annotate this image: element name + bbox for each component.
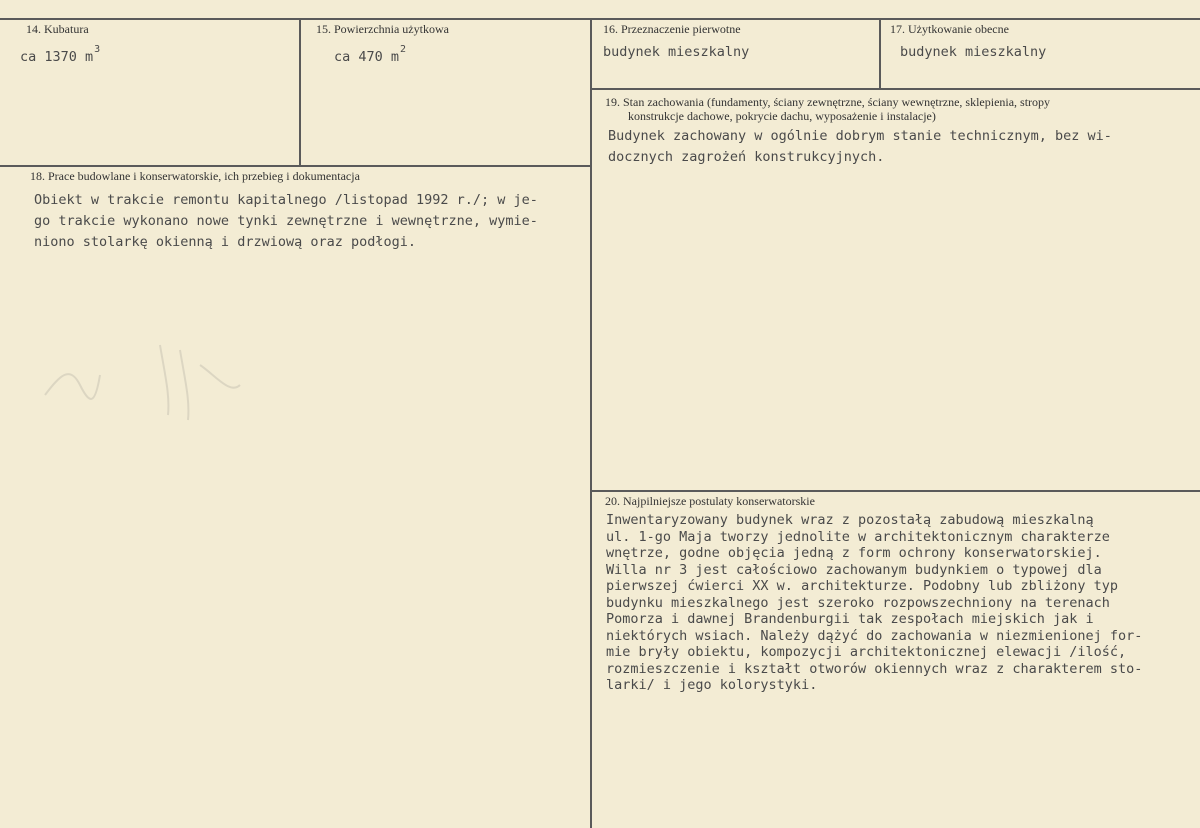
field-16-value: budynek mieszkalny — [603, 44, 750, 60]
pencil-scrawl-icon — [40, 335, 250, 425]
field-17-label: 17. Użytkowanie obecne — [890, 22, 1009, 36]
field-18-label: 18. Prace budowlane i konserwatorskie, ich przebieg i dokumentacja — [30, 169, 360, 183]
rule-under-14-15 — [0, 165, 591, 167]
field-16-label: 16. Przeznaczenie pierwotne — [603, 22, 741, 36]
divider-14-15 — [299, 18, 301, 166]
field-18-text: Obiekt w trakcie remontu kapitalnego /listopad 1992 r./; w je- go trakcie wykonano nowe tynki zewnętrzne i wewnętrzne, wymie- niono stolarkę okienną i drzwiową oraz podłogi. — [34, 192, 538, 250]
field-20-label: 20. Najpilniejsze postulaty konserwatorskie — [605, 494, 815, 508]
field-19-label-line1: 19. Stan zachowania (fundamenty, ściany zewnętrzne, ściany wewnętrzne, sklepienia, stropy — [605, 95, 1051, 109]
top-rule — [0, 18, 1200, 20]
divider-16-17 — [879, 18, 881, 88]
field-19-text: Budynek zachowany w ogólnie dobrym stanie technicznym, bez wi- docznych zagrożeń konstrukcyjnych. — [608, 128, 1112, 165]
field-14-value: ca 1370 $m^3$ — [20, 44, 101, 65]
field-19-label-line2: konstrukcje dachowe, pokrycie dachu, wyposażenie i instalacje) — [628, 109, 936, 123]
divider-15-16 — [590, 18, 592, 828]
rule-above-20 — [590, 490, 1200, 492]
field-17-value: budynek mieszkalny — [900, 44, 1047, 60]
rule-under-16-17 — [590, 88, 1200, 90]
field-14-label: 14. Kubatura — [26, 22, 89, 36]
field-20-text: Inwentaryzowany budynek wraz z pozostałą zabudową mieszkalną ul. 1-go Maja tworzy jednolite w architektonicznym charakterze wnętrze, godne objęcia jedną z form ochrony konserwatorskiej. Willa nr 3 jest całościowo zachowanym budynkiem o typowej dla pierwszej ćwierci XX w. architekturze. Podobny lub zbliżony typ budynku mieszkalnego jest szeroko rozpowszechniony na terenach Pomorza i dawnej Brandenburgii tak zespołach miejskich jak i niektórych wsiach. Należy dążyć do zachowania w niezmienionej for- mie bryły obiektu, kompozycji architektonicznej elewacji /ilość, rozmieszczenie i kształt otworów okiennych wraz z charakterem sto- larki/ i jego kolorystyki. — [606, 512, 1143, 693]
field-15-label: 15. Powierzchnia użytkowa — [316, 22, 449, 36]
field-15-value: ca 470 $m^2$ — [334, 44, 407, 65]
